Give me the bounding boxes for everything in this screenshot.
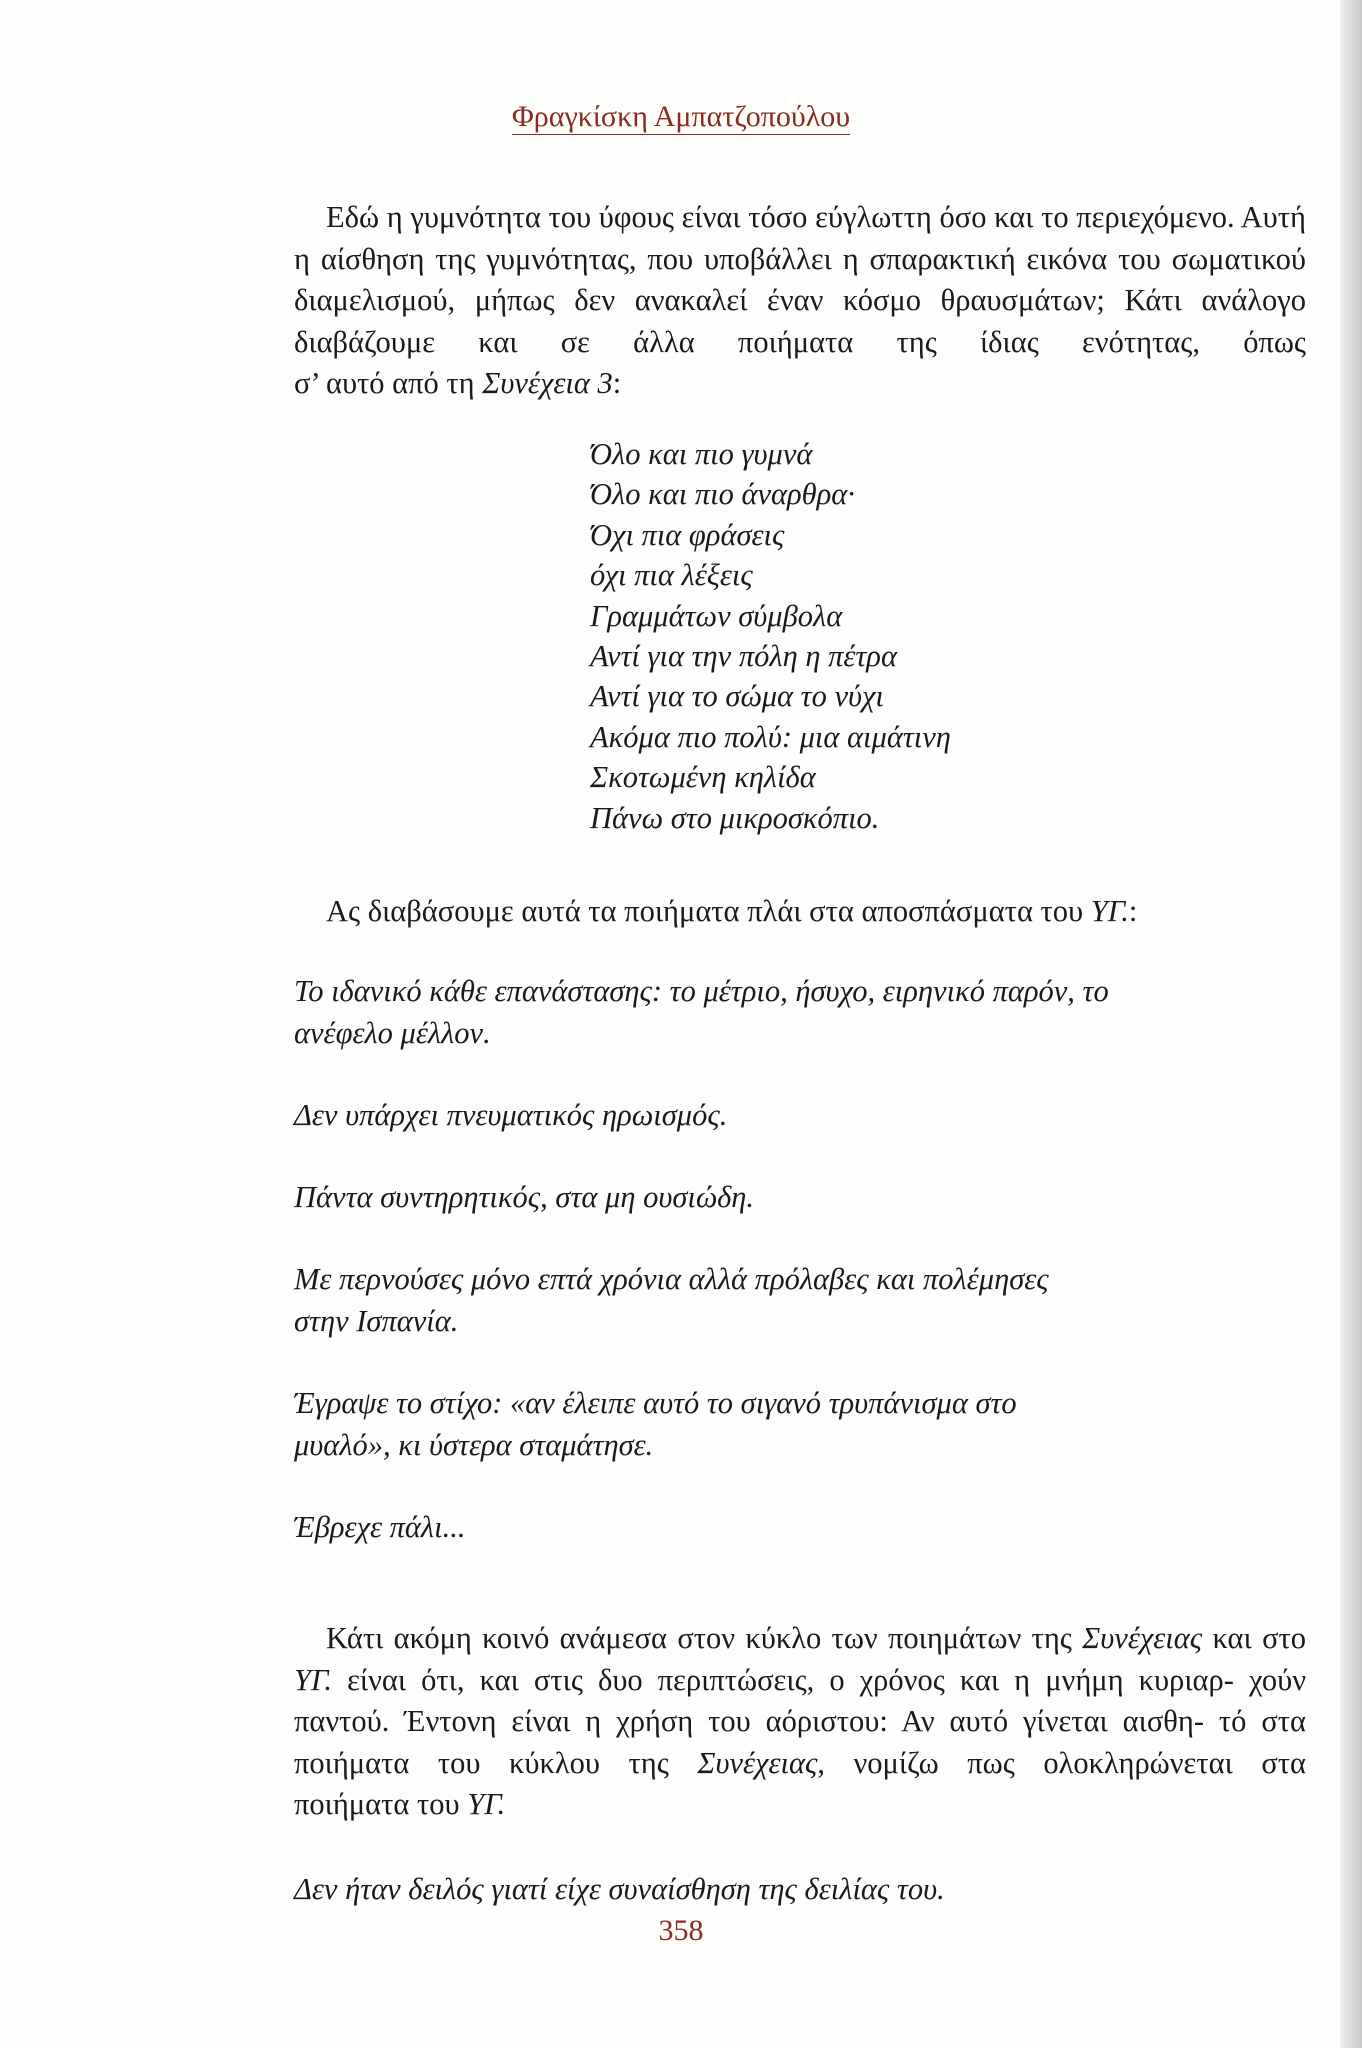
excerpt-line: Έγραψε το στίχο: «αν έλειπε αυτό το σιγανό τρυπάνισμα στο [294, 1386, 1017, 1420]
poem-line: Όλο και πιο άναρθρα· [590, 477, 855, 512]
excerpt-line: Δεν υπάρχει πνευματικός ηρωισμός. [294, 1098, 728, 1132]
poem-line: Πάνω στο μικροσκόπιο. [590, 800, 880, 835]
excerpt-line: Πάντα συντηρητικός, στα μη ουσιώδη. [294, 1180, 755, 1214]
paragraph-last-line [294, 1787, 505, 1821]
excerpt-line: Δεν ήταν δειλός γιατί είχε συναίσθηση της δειλίας του. [294, 1872, 945, 1906]
paragraph-line: Κάτι ανάλογο διαβάζουμε και σε άλλα ποιήματα της ίδιας ενότητας, όπως [294, 283, 1306, 359]
work-title: ΥΓ. [294, 1662, 333, 1697]
paragraph-text: ποιήματα του [294, 1787, 468, 1821]
excerpt-closing [294, 1868, 1174, 1910]
paragraph-last-line [294, 366, 621, 400]
paragraph-text: είναι ότι, και στις δυο περιπτώσεις, ο χρόνος και η μνήμη κυριαρ- [332, 1662, 1234, 1697]
poem-line: Όλο και πιο γυμνά [590, 437, 813, 471]
excerpt-6 [294, 1506, 1174, 1548]
work-title: Συνέχειας [1082, 1621, 1203, 1655]
paragraph-text: και [1202, 1621, 1252, 1655]
paragraph-line: Εδώ η γυμνότητα του ύφους είναι τόσο εύγλωττη όσο και το περιεχόμενο. [326, 200, 1235, 234]
excerpt-5 [294, 1382, 1174, 1466]
paragraph-text: τό στα ποιήματα του κύκλου της [294, 1704, 1307, 1780]
work-title: ΥΓ. [467, 1787, 506, 1821]
work-title: Συνέχεια 3 [482, 366, 613, 400]
poem-line: Ακόμα πιο πολύ: μια αιμάτινη [590, 719, 951, 754]
poem-line: Όχι πια φράσεις [590, 517, 785, 552]
poem-quotation [590, 434, 951, 838]
page-number: 358 [658, 1914, 704, 1947]
paragraph-text: Κάτι ακόμη κοινό ανάμεσα στον κύκλο των ποιημάτων της [326, 1621, 1083, 1655]
work-title: ΥΓ. [1090, 894, 1129, 928]
running-head-author: Φραγκίσκη Αμπατζοπούλου [511, 100, 851, 133]
excerpt-3 [294, 1176, 1174, 1218]
paragraph-text: χούν παντού. Έντονη είναι η χρήση του αόριστου: Αν αυτό γίνεται αισθη- [294, 1662, 1307, 1738]
intro-line [326, 890, 1137, 932]
paragraph-text: σ’ αυτό από τη [294, 366, 483, 400]
running-head [0, 100, 1362, 134]
excerpt-line: Το ιδανικό κάθε επανάστασης: το μέτριο, ήσυχο, ειρηνικό παρόν, το [294, 974, 1109, 1008]
excerpt-line: Έβρεχε πάλι... [294, 1510, 466, 1544]
paragraph-text: στο [1262, 1621, 1307, 1655]
excerpt-2 [294, 1094, 1174, 1136]
paragraph-text: , νομίζω πως ολοκληρώνεται στα [817, 1745, 1306, 1780]
excerpt-line: στην Ισπανία. [294, 1304, 459, 1338]
poem-line: Αντί για το σώμα το νύχι [590, 679, 884, 714]
poem-line: Σκοτωμένη κηλίδα [590, 760, 816, 795]
intro-text: : [1128, 894, 1138, 928]
paragraph-text: : [612, 366, 622, 400]
excerpt-line: ανέφελο μέλλον. [294, 1016, 491, 1050]
excerpt-4 [294, 1258, 1174, 1342]
poem-line: Γραμμάτων σύμβολα [590, 598, 843, 633]
page-edge-shadow [1340, 0, 1362, 2048]
poem-line: όχι πια λέξεις [590, 558, 753, 593]
excerpt-1 [294, 970, 1174, 1054]
excerpt-line: μυαλό», κι ύστερα σταμάτησε. [294, 1428, 654, 1462]
excerpt-line: Με περνούσες μόνο επτά χρόνια αλλά πρόλαβες και πολέμησες [294, 1262, 1049, 1296]
poem-line: Αντί για την πόλη η πέτρα [590, 639, 897, 674]
body-paragraph-2 [294, 1618, 1306, 1826]
body-paragraph-1 [294, 197, 1306, 405]
work-title: Συνέχειας [697, 1745, 818, 1780]
paragraph-line: σωματικού διαμελισμού, μήπως δεν ανακαλεί έναν κόσμο θραυσμάτων; [294, 241, 1307, 317]
intro-text: Ας διαβάσουμε αυτά τα ποιήματα πλάι στα αποσπάσματα του [326, 894, 1091, 928]
paragraph-line: Αυτή η αίσθηση της γυμνότητας, που υποβάλλει η σπαρακτική εικόνα του [294, 200, 1306, 276]
